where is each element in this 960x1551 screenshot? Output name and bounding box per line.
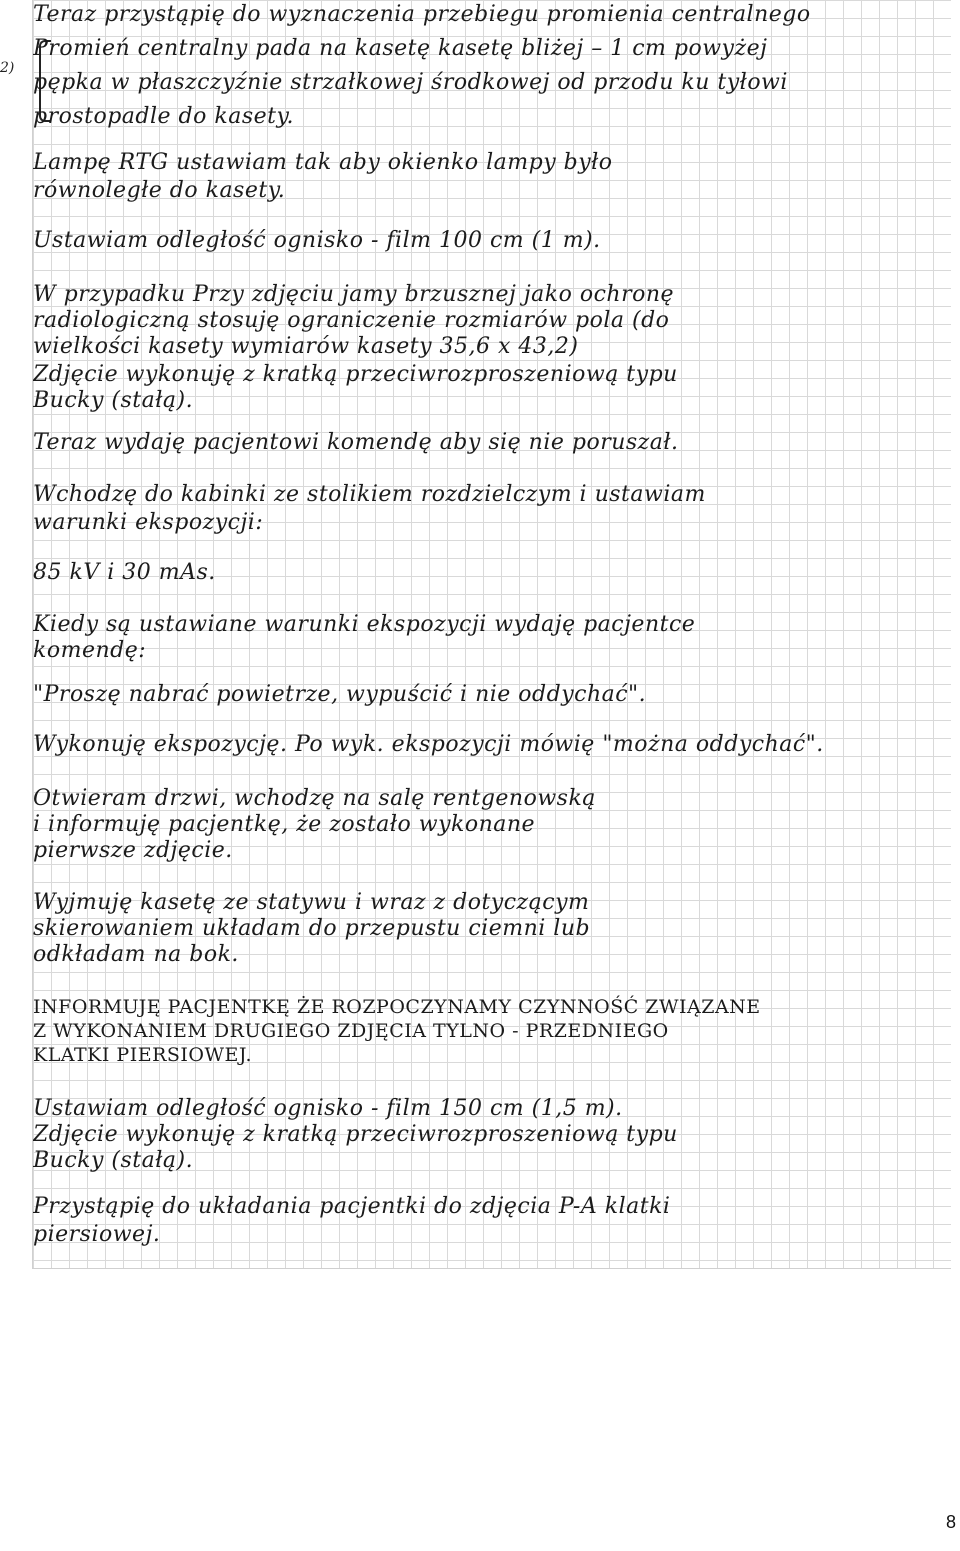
text-line: prostopadle do kasety.: [33, 104, 294, 129]
text-line: pępka w płaszczyźnie strzałkowej środkowej od przodu ku tyłowi: [33, 70, 788, 95]
text-line: Ustawiam odległość ognisko - film 150 cm (1,5 m).: [33, 1096, 623, 1121]
text-line: skierowaniem układam do przepustu ciemni lub: [33, 916, 591, 941]
text-line: Przystąpię do układania pacjentki do zdjęcia P-A klatki: [33, 1194, 671, 1219]
margin-mark: 2): [0, 60, 15, 76]
text-line: Z WYKONANIEM DRUGIEGO ZDJĘCIA TYLNO - PRZEDNIEGO: [33, 1020, 669, 1042]
text-line: Zdjęcie wykonuję z kratką przeciwrozproszeniową typu: [33, 362, 678, 387]
text-line: Teraz wydaję pacjentowi komendę aby się nie poruszał.: [33, 430, 679, 455]
text-line: i informuję pacjentkę, że zostało wykonane: [33, 812, 536, 837]
text-line: Lampę RTG ustawiam tak aby okienko lampy było: [33, 150, 613, 175]
text-line: W przypadku Przy zdjęciu jamy brzusznej jako ochronę: [33, 282, 675, 307]
text-line: 85 kV i 30 mAs.: [33, 560, 216, 585]
text-line: KLATKI PIERSIOWEJ.: [33, 1044, 253, 1066]
text-line: piersiowej.: [33, 1222, 161, 1247]
text-line: odkładam na bok.: [33, 942, 239, 967]
text-line: wielkości kasety wymiarów kasety 35,6 x 43,2): [33, 334, 579, 359]
text-line: Wykonuję ekspozycję. Po wyk. ekspozycji mówię "można oddychać".: [33, 732, 824, 757]
notebook-page: [32, 0, 951, 1269]
text-line: Promień centralny pada na kasetę kasetę bliżej – 1 cm powyżej: [33, 36, 768, 61]
text-line: Bucky (stałą).: [33, 388, 194, 413]
handwritten-text: [33, 0, 951, 1268]
text-line: Kiedy są ustawiane warunki ekspozycji wydaję pacjentce: [33, 612, 696, 637]
text-line: równoległe do kasety.: [33, 178, 286, 203]
text-line: pierwsze zdjęcie.: [33, 838, 233, 863]
text-line: radiologiczną stosuję ograniczenie rozmiarów pola (do: [33, 308, 670, 333]
text-line: Zdjęcie wykonuję z kratką przeciwrozproszeniową typu: [33, 1122, 678, 1147]
page-number: 8: [945, 1512, 956, 1532]
text-line: Otwieram drzwi, wchodzę na salę rentgenowską: [33, 786, 596, 811]
text-line: Teraz przystąpię do wyznaczenia przebiegu promienia centralnego: [33, 2, 811, 27]
text-line: warunki ekspozycji:: [33, 510, 264, 535]
text-line: INFORMUJĘ PACJENTKĘ ŻE ROZPOCZYNAMY CZYNNOŚĆ ZWIĄZANE: [33, 996, 761, 1018]
text-line: komendę:: [33, 638, 147, 663]
text-line: Bucky (stałą).: [33, 1148, 194, 1173]
text-line: "Proszę nabrać powietrze, wypuścić i nie oddychać".: [33, 682, 647, 707]
text-line: Wchodzę do kabinki ze stolikiem rozdzielczym i ustawiam: [33, 482, 706, 507]
text-line: Wyjmuję kasetę ze statywu i wraz z dotyczącym: [33, 890, 590, 915]
text-line: Ustawiam odległość ognisko - film 100 cm (1 m).: [33, 228, 601, 253]
